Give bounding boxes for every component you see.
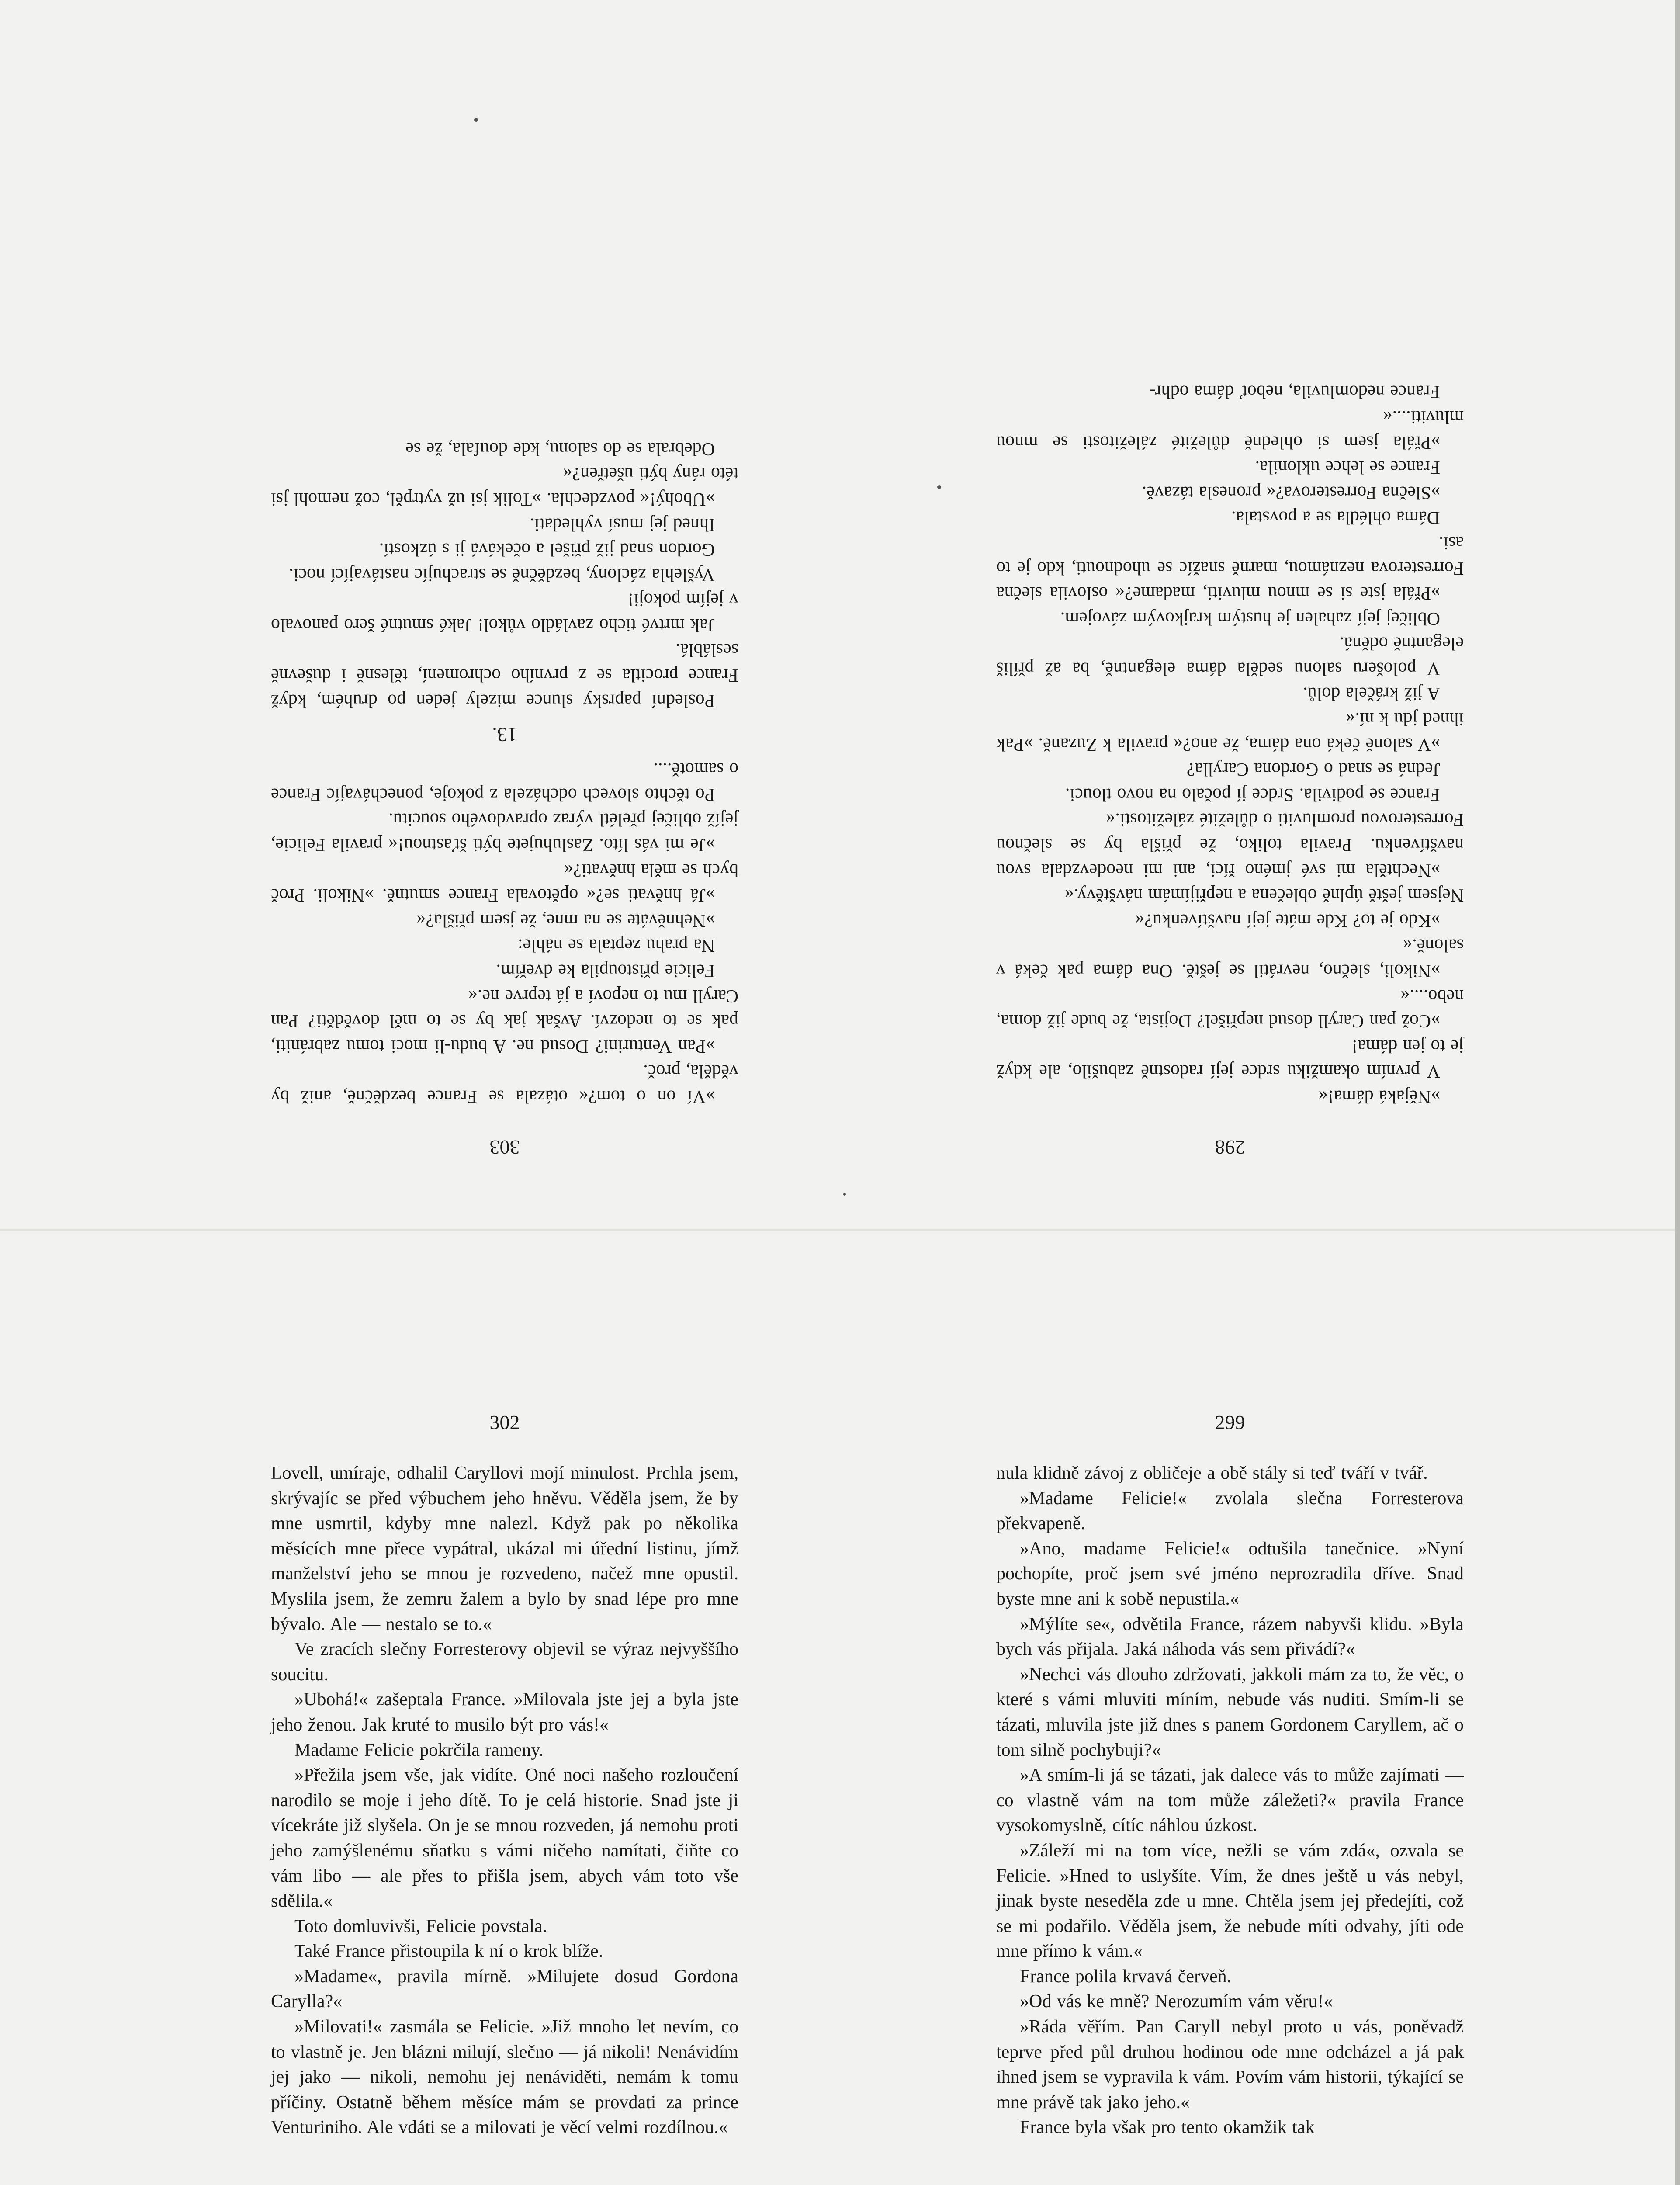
paragraph: Toto domluvivši, Felicie povstala. <box>294 1916 547 1936</box>
page-number: 299 <box>1215 1411 1245 1433</box>
page-number: 302 <box>489 1411 520 1433</box>
paragraph: »Přežila jsem vše, jak vidíte. Oné noci našeho rozloučení narodilo se moje i jeho dítě. To je celá historie. Snad jste ji vícekráte již slyšela. On je se mnou rozveden, já nemohu proti jeho zamýšlenému sňatku s vámi ničeho namítati, čiňte co vám libo — ale přes to přišla jsem, abych vám toto vše sdělila.« <box>271 1765 738 1911</box>
paragraph: Ve zracích slečny Forresterovy objevil se výraz nejvyššího soucitu. <box>271 1639 738 1685</box>
paragraph: »Nehněváte se na mne, že jsem přišla?« <box>416 910 715 930</box>
paragraph: »Ubohá!« zašeptala France. »Milovala jste jej a byla jste jeho ženou. Jak kruté to musilo být pro vás!« <box>271 1689 738 1735</box>
paragraph: »Nechtěla mi své jméno říci, ani mi neodevzdala svou navštívenku. Pravila toliko, že přišla by se slečnou Forresterovou promluviti o důležité záležitosti.« <box>996 809 1464 880</box>
paragraph: »Mýlíte se«, odvětila France, rázem nabyvši klidu. »Byla bych vás přijala. Jaká náhoda vás sem přivádí?« <box>996 1614 1464 1660</box>
paragraph: »Nějaká dáma!« <box>1318 1086 1440 1106</box>
paragraph: Madame Felicie pokrčila rameny. <box>294 1740 544 1760</box>
scan-speck <box>843 1193 846 1196</box>
paragraph: V pološeru salonu seděla dáma elegantně, ba až příliš elegantně oděná. <box>996 633 1464 679</box>
paragraph: »Přála jsem si ohledně důležité záležitosti se mnou mluviti....« <box>996 406 1464 452</box>
paragraph: Odebrala se do salonu, kde doufala, že se <box>405 438 715 459</box>
paragraph: France polila krvavá červeň. <box>1020 1966 1232 1987</box>
paragraph: »Milovati!« zasmála se Felicie. »Již mnoho let nevím, co to vlastně je. Jen blázni milují, slečno — já nikoli! Nenávidím jej jako — nikoli, nemohu jej nenáviděti, nemám k tomu příčiny. Ostatně během měsíce mám se provdati za prince Venturiniho. Ale vdáti se a milovati je věcí velmi rozdílnou.« <box>271 2017 738 2138</box>
paragraph: »Nechci vás dlouho zdržovati, jakkoli mám za to, že věc, o které s vámi mluviti míním, nebude vás nuditi. Smím-li se tázati, mluvila jste již dnes s panem Gordonem Caryllem, ač o tom silně pochybuji?« <box>996 1664 1464 1760</box>
paragraph: »Madame Felicie!« zvolala slečna Forresterova překvapeně. <box>996 1488 1464 1534</box>
paragraph: »Je mi vás líto. Zasluhujete býti šťastnou!« pravila Felicie, jejíž obličej přelétl výraz opravdového soucitu. <box>271 809 738 855</box>
paragraph: Felicie přistoupila ke dveřím. <box>496 961 715 981</box>
paragraph: Ihned jej musí vyhledati. <box>530 514 715 534</box>
paragraph: »Já hněvati se?« opětovala France smutně. »Nikoli. Proč bych se měla hněvati?« <box>271 860 738 905</box>
paragraph: »Kdo je to? Kde máte její navštívenku?« <box>1135 910 1440 930</box>
paragraph: »Ví on o tom?« otázala se France bezděčně, aniž by věděla, proč. <box>271 1061 738 1106</box>
page-fold-line <box>0 1229 1680 1231</box>
paragraph: Obličej její zahalen je hustým krajkovým závojem. <box>1060 608 1440 628</box>
paragraph: Poslední paprsky slunce mizely jeden po druhém, když France procitla se z prvního ochromení, tělesně i duševně sesláblá. <box>271 640 738 711</box>
paragraph: France byla však pro tento okamžik tak <box>1020 2117 1315 2138</box>
paragraph: Také France přistoupila k ní o krok blíže. <box>294 1941 603 1962</box>
paragraph: France se podivila. Srdce jí počalo na novo tlouci. <box>1065 784 1440 805</box>
paragraph: »Ubohý!« povzdechla. »Tolik jsi už vytrpěl, což nemohl jsi této rány býti ušetřen?« <box>271 464 738 509</box>
paragraph: Jedná se snad o Gordona Carylla? <box>1186 759 1440 780</box>
page-299 <box>996 1409 1464 2140</box>
page-298 <box>996 221 1464 1160</box>
paragraph: Lovell, umíraje, odhalil Caryllovi mojí minulost. Prchla jsem, skrývajíc se před výbuchem jeho hněvu. Věděla jsem, že by mne usmrtil, kdyby mne nalezl. Když pak po několika měsících mne přece vypátral, ukázal mi úřední listinu, jímž manželství jeho se mnou je rozvedeno, načež mne opustil. Myslila jsem, že zemru žalem a bylo by snad lépe pro mne bývalo. Ale — nestalo se to.« <box>271 1463 738 1634</box>
paragraph: »Ano, madame Felicie!« odtušila tanečnice. »Nyní pochopíte, proč jsem své jméno neprozradila dříve. Snad byste mne ani k sobě nepustila.« <box>996 1538 1464 1609</box>
paragraph: »Madame«, pravila mírně. »Milujete dosud Gordona Carylla?« <box>271 1966 738 2012</box>
paragraph: A již kráčela dolů. <box>1303 683 1440 704</box>
scan-speck <box>474 118 478 122</box>
paragraph: »Záleží mi na tom více, nežli se vám zdá«, ozvala se Felicie. »Hned to uslyšíte. Vím, že dnes ještě u vás nebyl, jinak byste neseděla zde u mne. Chtěla jsem jej předejíti, což se mi podařilo. Věděla jsem, že nebude míti odvahy, jíti ode mne přímo k vám.« <box>996 1840 1464 1962</box>
paragraph: »A smím-li já se tázati, jak dalece vás to může zajímati — co vlastně vám na tom může záležeti?« pravila France vysokomyslně, cítíc náhlou úzkost. <box>996 1765 1464 1836</box>
paragraph: »Slečna Forresterova?« pronesla tázavě. <box>1142 482 1440 503</box>
page-number: 298 <box>1215 1136 1245 1158</box>
paragraph: »Pan Venturini? Dosud ne. A budu-li moci tomu zabrániti, pak se to nedozví. Avšak jak by se to měl dověděti? Pan Caryll mu to nepoví a já teprve ne.« <box>271 985 738 1056</box>
scan-speck <box>937 485 941 489</box>
paragraph: »Od vás ke mně? Nerozumím vám věru!« <box>1020 1991 1333 2012</box>
page-302 <box>271 1409 738 2140</box>
paragraph: Na prahu zeptala se náhle: <box>517 935 715 956</box>
paragraph: France se lehce uklonila. <box>1255 457 1440 478</box>
paragraph: Gordon snad již přišel a očekává ji s úzkostí. <box>379 539 715 560</box>
paragraph: »Což pan Caryll dosud nepřišel? Dojista, že bude již doma, nebo....« <box>996 985 1464 1031</box>
paragraph: »Přála jste si se mnou mluviti, madame?« oslovila slečna Forresterova neznámou, marně snažíc se uhodnouti, kdo je to asi. <box>996 532 1464 603</box>
page-number: 303 <box>489 1136 520 1158</box>
paragraph: »V saloně čeká ona dáma, že ano?« pravila k Zuzaně. »Pak ihned jdu k ní.« <box>996 709 1464 754</box>
paragraph: Nejsem ještě úplně oblečena a nepřijímám návštěvy.« <box>1064 885 1464 905</box>
chapter-number: 13. <box>492 723 517 746</box>
paragraph: nula klidně závoj z obličeje a obě stály si teď tváří v tvář. <box>996 1463 1428 1483</box>
sheet-edge <box>1675 0 1680 2185</box>
paragraph: Po těchto slovech odcházela z pokoje, ponechávajíc France o samotě.... <box>271 759 738 805</box>
paragraph: V prvním okamžiku srdce její radostně zabušilo, ale když je to jen dáma! <box>996 1036 1464 1082</box>
paragraph: Dáma ohlédla se a povstala. <box>1231 507 1440 528</box>
page-303 <box>271 221 738 1160</box>
paragraph: »Ráda věřím. Pan Caryll nebyl proto u vás, poněvadž teprve před půl druhou hodinou ode mne odcházel a já pak ihned jsem se vypravila k vám. Povím vám historii, týkající se mne právě tak jako jeho.« <box>996 2017 1464 2112</box>
paragraph: Vyšlehla záclony, bezděčně se strachujíc nastávající noci. <box>289 564 715 585</box>
paragraph: Jak mrtvé ticho zavládlo vůkol! Jaké smutné šero panovalo v jejím pokoji! <box>271 590 738 635</box>
paragraph: »Nikoli, slečno, nevrátil se ještě. Ona dáma pak čeká v saloně.« <box>996 935 1464 981</box>
paragraph: France nedomluvila, neboť dáma odhr- <box>1149 382 1440 402</box>
